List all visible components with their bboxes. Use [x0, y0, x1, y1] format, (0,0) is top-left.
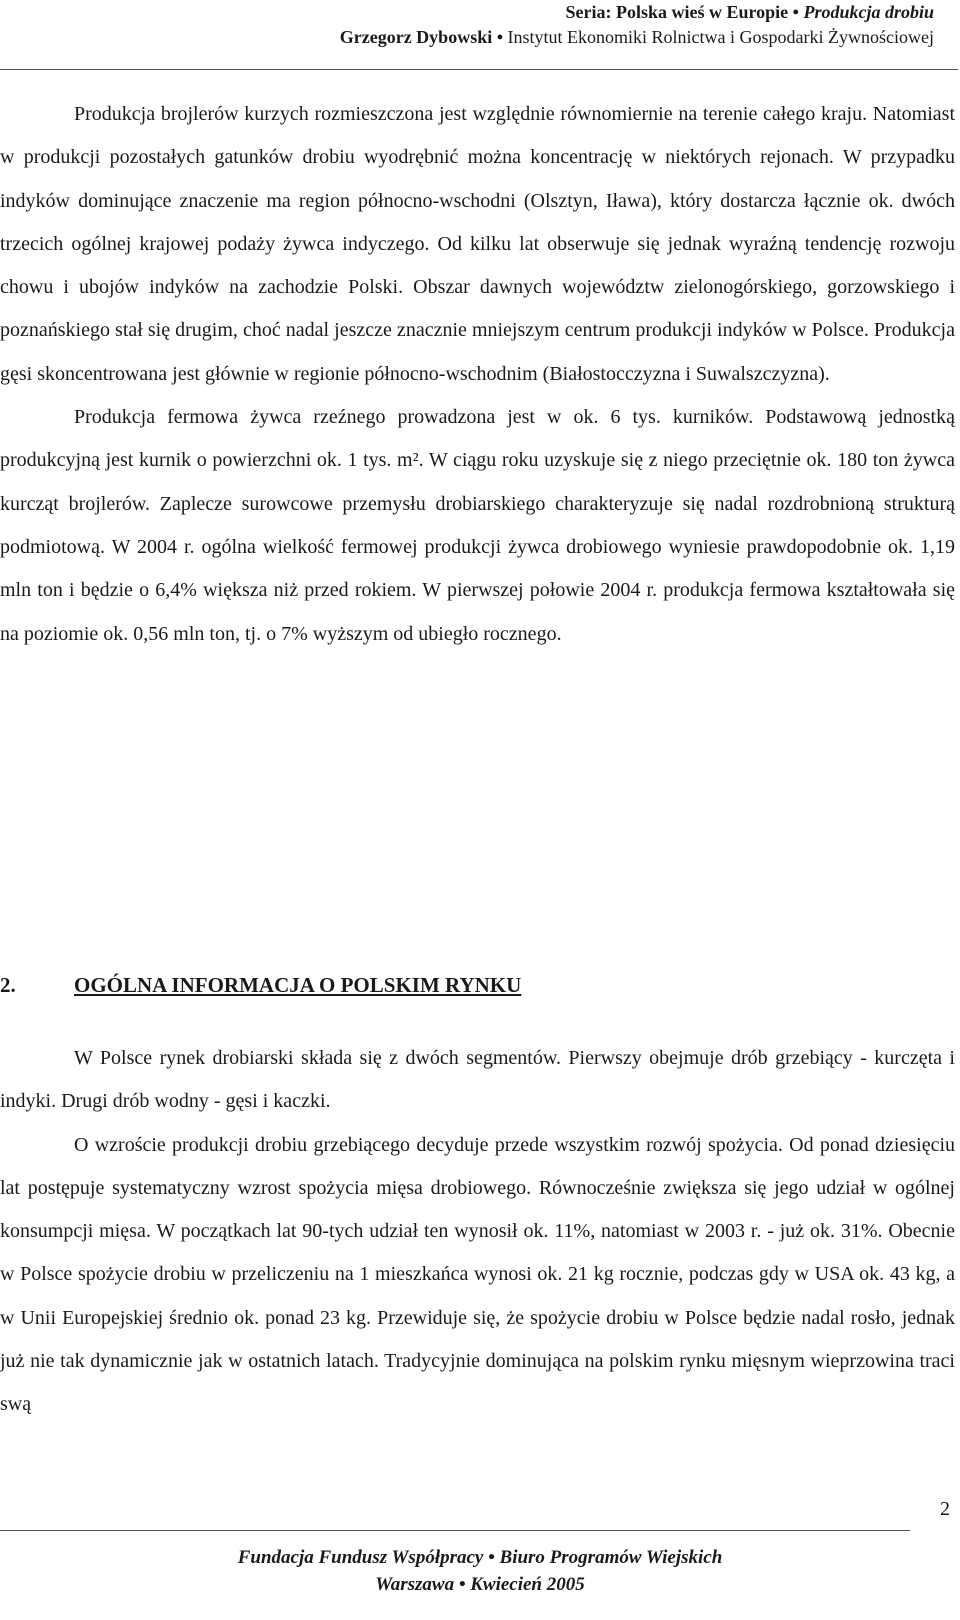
paragraph: Produkcja brojlerów kurzych rozmieszczona jest względnie równomiernie na terenie całego kraju. Natomiast w produkcji pozostałych gatunków drobiu wyodrębnić można koncentrację w niektórych rejonach. W przypadku indyków dominujące znaczenie ma region północno-wschodni (Olsztyn, Iława), który dostarcza łącznie ok. dwóch trzecich ogólnej krajowej podaży żywca indyczego. Od kilku lat obserwuje się jednak wyraźną tendencję rozwoju chowu i ubojów indyków na zachodzie Polski. Obszar dawnych województw zielonogórskiego, gorzowskiego i poznańskiego stał się drugim, choć nadal jeszcze znacznie mniejszym centrum produkcji indyków w Polsce. Produkcja gęsi skoncentrowana jest głównie w regionie północno-wschodnim (Białostocczyzna i Suwalszczyzna).	[0, 103, 955, 385]
footer-line-2: Warszawa • Kwiecień 2005	[375, 1574, 585, 1595]
paragraph: W Polsce rynek drobiarski składa się z dwóch segmentów. Pierwszy obejmuje drób grzebiący - kurczęta i indyki. Drugi drób wodny - gęsi i kaczki.	[0, 1047, 955, 1113]
page-header	[340, 0, 934, 50]
footer-line-1: Fundacja Fundusz Współpracy • Biuro Programów Wiejskich	[237, 1547, 723, 1568]
footer-rule	[0, 1530, 910, 1531]
section-title: OGÓLNA INFORMACJA O POLSKIM RYNKU	[74, 973, 522, 997]
header-rule	[0, 69, 958, 70]
paragraph: Produkcja fermowa żywca rzeźnego prowadzona jest w ok. 6 tys. kurników. Podstawową jednostką produkcyjną jest kurnik o powierzchni ok. 1 tys. m². W ciągu roku uzyskuje się z niego przeciętnie ok. 180 ton żywca kurcząt brojlerów. Zaplecze surowcowe przemysłu drobiarskiego charakteryzuje się nadal rozdrobnioną strukturą podmiotową. W 2004 r. ogólna wielkość fermowej produkcji żywca drobiowego wyniesie prawdopodobnie ok. 1,19 mln ton i będzie o 6,4% większa niż przed rokiem. W pierwszej połowie 2004 r. produkcja fermowa kształtowała się na poziomie ok. 0,56 mln ton, tj. o 7% wyższym od ubiegło rocznego.	[0, 406, 955, 645]
bullet: •	[792, 2, 799, 22]
page-number: 2	[940, 1498, 950, 1520]
body-text-top	[0, 93, 955, 656]
section-number: 2.	[0, 973, 16, 997]
section-heading	[0, 970, 955, 1000]
institute-name: Instytut Ekonomiki Rolnictwa i Gospodarki Żywnościowej	[507, 27, 934, 47]
body-text-section	[0, 1037, 955, 1427]
bullet: •	[496, 27, 504, 47]
series-title: Produkcja drobiu	[803, 2, 934, 22]
author-name: Grzegorz Dybowski	[339, 27, 493, 47]
paragraph: O wzroście produkcji drobiu grzebiącego decyduje przede wszystkim rozwój spożycia. Od ponad dziesięciu lat postępuje systematyczny wzrost spożycia mięsa drobiowego. Równocześnie zwiększa się jego udział w ogólnej konsumpcji mięsa. W początkach lat 90-tych udział ten wynosił ok. 11%, natomiast w 2003 r. - już ok. 31%. Obecnie w Polsce spożycie drobiu w przeliczeniu na 1 mieszkańca wynosi ok. 21 kg rocznie, podczas gdy w USA ok. 43 kg, a w Unii Europejskiej średnio ok. ponad 23 kg. Przewiduje się, że spożycie drobiu w Polsce będzie nadal rosło, jednak już nie tak dynamicznie jak w ostatnich latach. Tradycyjnie dominująca na polskim rynku mięsnym wieprzowina traci swą	[0, 1133, 955, 1416]
series-line	[340, 0, 934, 24]
author-line	[340, 24, 934, 50]
series-prefix: Seria: Polska wieś w Europie	[565, 2, 789, 22]
